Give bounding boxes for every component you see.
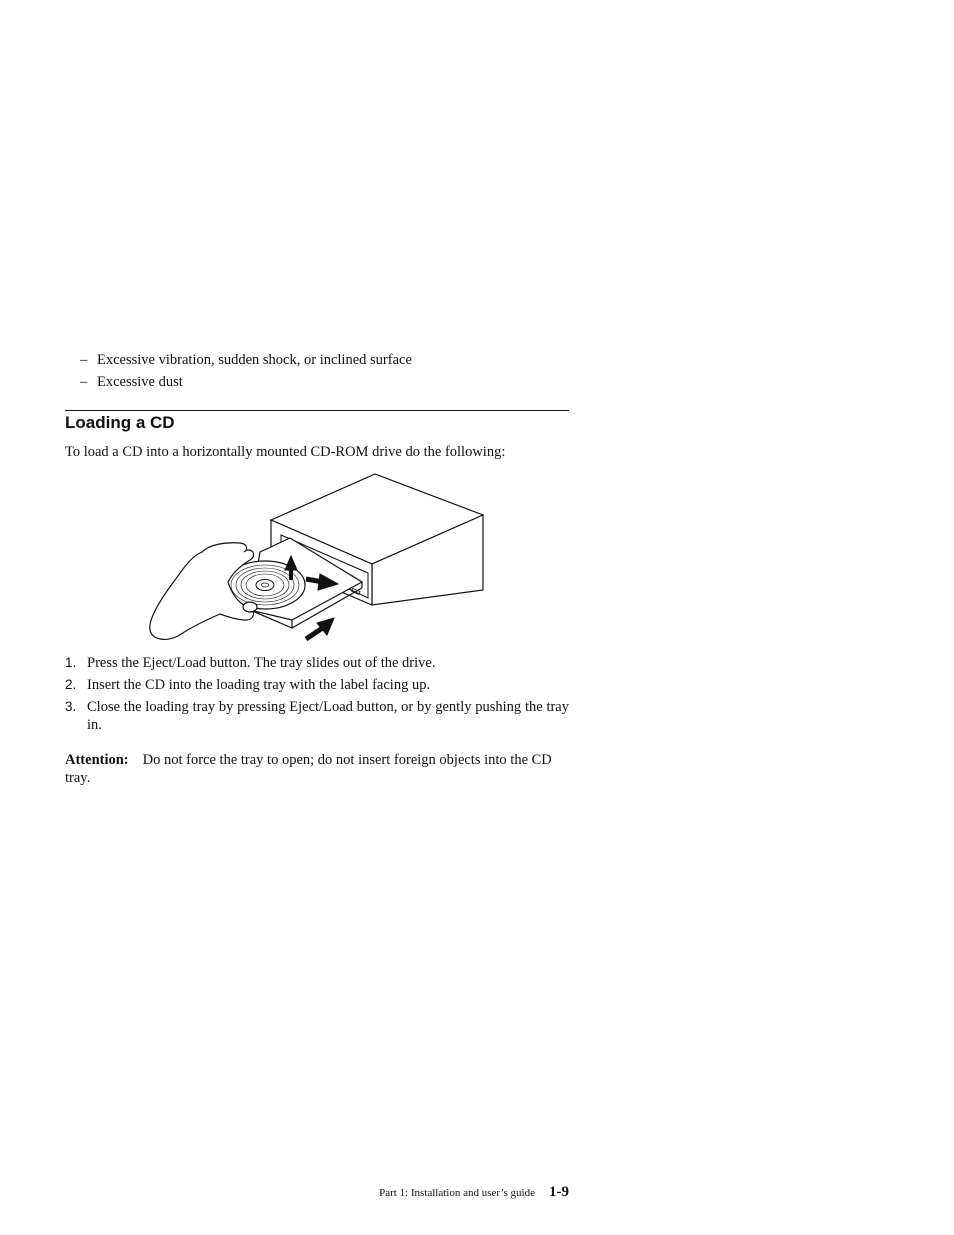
attention-note [65,751,555,787]
attention-text: Do not force the tray to open; do not insert foreign objects into the CD tray. [65,752,552,786]
step-text: Press the Eject/Load button. The tray slides out of the drive. [87,655,436,671]
step-number: 2. [65,677,77,692]
footer-text: Part 1: Installation and user’s guide [379,1187,535,1199]
bullet-dash: – [80,374,88,390]
page-number: 1-9 [549,1184,569,1200]
section-title: Loading a CD [65,413,175,432]
section-intro: To load a CD into a horizontally mounted CD-ROM drive do the following: [65,444,506,460]
bullet-text: Excessive dust [97,374,183,390]
page-footer [379,1181,569,1201]
attention-label: Attention: [65,752,129,768]
bullet-text: Excessive vibration, sudden shock, or inclined surface [97,352,412,368]
section-divider [65,410,569,411]
step-text: Insert the CD into the loading tray with the label facing up. [87,677,431,693]
bullet-dash: – [80,352,88,368]
step-number: 3. [65,699,77,714]
cd-drive-illustration [140,470,490,645]
step-number: 1. [65,655,77,670]
step-text: Close the loading tray by pressing Eject/Load button, or by gently pushing the tray in. [87,699,569,733]
